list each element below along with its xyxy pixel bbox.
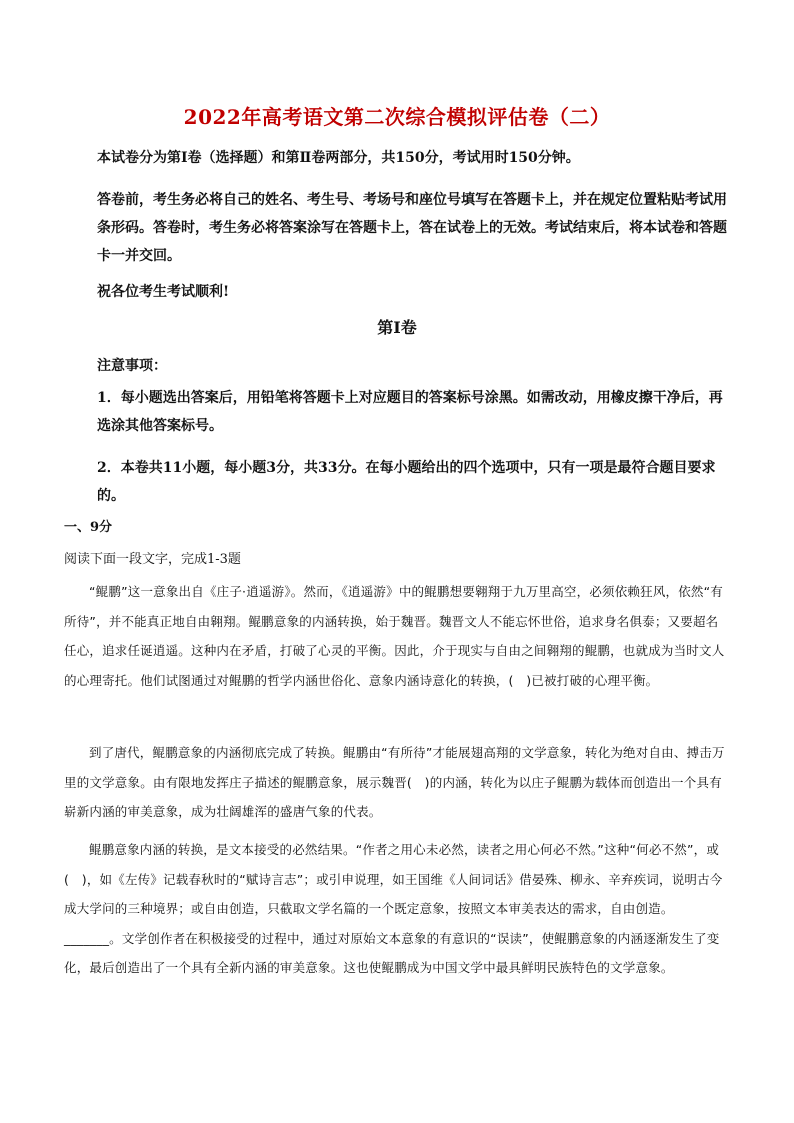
notice-label: 注意事项：	[97, 358, 167, 374]
section-title: 第Ⅰ卷	[377, 318, 417, 337]
part-instruction: 阅读下面一段文字，完成1-3题	[64, 552, 241, 567]
part-heading: 一、9分	[64, 520, 113, 535]
passage-paragraph-1: “鲲鹏”这一意象出自《庄子·逍遥游》。然而，《逍遥游》中的鲲鹏想要翱翔于九万里高空，必须依赖狂风，依然“有所待”，并不能真正地自由翱翔。鲲鹏意象的内涵转换，始于魏晋。魏晋文人不能忘怀世俗，追求身名俱泰；又要超名任心，追求任诞逍遥。这种内在矛盾，打破了心灵的平衡。因此，介于现实与自由之间翱翔的鲲鹏，也就成为当时文人的心理寄托。他们试图通过对鲲鹏的哲学内涵世俗化、意象内涵诗意化的转换，( )已被打破的心理平衡。	[64, 584, 725, 688]
passage-paragraph-3: 鲲鹏意象内涵的转换，是文本接受的必然结果。“作者之用心未必然，读者之用心何必不然。”这种“何必不然”，或( )，如《左传》记载春秋时的“赋诗言志”；或引申说理，如王国维《人间词话》借晏殊、柳永、辛弃疾词，说明古今成大学问的三种境界；或自由创造，只截取文学名篇的一个既定意象，按照文本审美表达的需求，自由创造。_______。文学创作者在积极接受的过程中，通过对原始文本意象的有意识的“误读”，使鲲鹏意象的内涵逐渐发生了变化，最后创造出了一个具有全新内涵的审美意象。这也使鲲鹏成为中国文学中最具鲜明民族特色的文学意象。	[64, 842, 723, 976]
notice-item-2: 2．本卷共11小题，每小题3分，共33分。在每小题给出的四个选项中，只有一项是最符合题目要求的。	[97, 460, 716, 504]
passage-paragraph-2: 到了唐代，鲲鹏意象的内涵彻底完成了转换。鲲鹏由“有所待”才能展翅高翔的文学意象，转化为绝对自由、搏击万里的文学意象。由有限地发挥庄子描述的鲲鹏意象，展示魏晋( )的内涵，转化为以庄子鲲鹏为载体而创造出一个具有崭新内涵的审美意象，成为壮阔雄浑的盛唐气象的代表。	[64, 745, 725, 820]
intro-line-2: 答卷前，考生务必将自己的姓名、考生号、考场号和座位号填写在答题卡上，并在规定位置粘贴考试用条形码。答卷时，考生务必将答案涂写在答题卡上，答在试卷上的无效。考试结束后，将本试卷和答题卡一并交回。	[97, 192, 727, 264]
intro-line-3: 祝各位考生考试顺利!	[97, 284, 230, 300]
exam-title: 2022年高考语文第二次综合模拟评估卷（二）	[183, 105, 611, 129]
intro-line-1: 本试卷分为第Ⅰ卷（选择题）和第Ⅱ卷两部分，共150分，考试用时150分钟。	[97, 150, 580, 166]
notice-item-1: 1．每小题选出答案后，用铅笔将答题卡上对应题目的答案标号涂黑。如需改动，用橡皮擦干净后，再选涂其他答案标号。	[97, 390, 723, 434]
